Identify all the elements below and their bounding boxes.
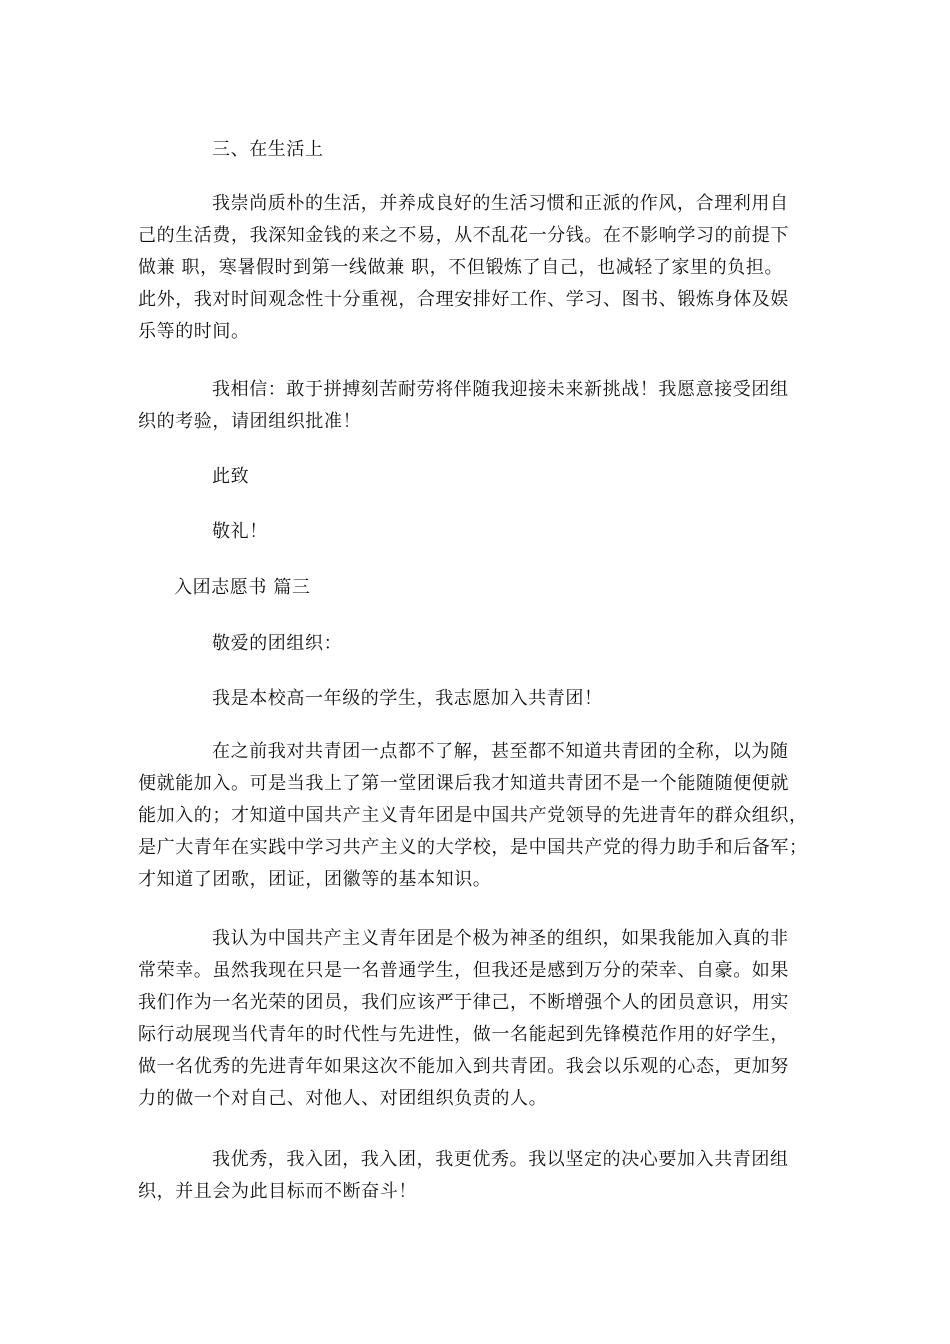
salutation: 敬爱的团组织： (212, 633, 343, 654)
paragraph-understanding: 在之前我对共青团一点都不了解，甚至都不知道共青团的全称，以为随 便就能加入。可是当我上了第一堂团课后我才知道共青团不是一个能随随便便就 能加入的；才知道中国共产主义青年团是中国共产党领导的先进青年的群众组织， 是广大青年在实践中学习共产主义的大学校，是中国共产党的得力助手和后备军； 才知道了团歌，团证，团徽等的基本知识。 (138, 741, 808, 890)
closing-line-2: 敬礼！ (212, 521, 268, 542)
article-title: 入团志愿书 篇三 (174, 577, 311, 598)
paragraph-intro: 我是本校高一年级的学生，我志愿加入共青团！ (212, 688, 603, 709)
paragraph-life: 我崇尚质朴的生活，并养成良好的生活习惯和正派的作风，合理利用自 己的生活费，我深知金钱的来之不易，从不乱花一分钱。在不影响学习的前提下 做兼 职，寒暑假时到第一线做兼 职，不但锻炼了自己，也减轻了家里的负担。 此外，我对时间观念性十分重视，合理安排好工作、学习、图书、锻炼身体及娱 乐等的时间。 (138, 193, 789, 342)
closing-line-1: 此致 (212, 466, 250, 487)
paragraph-belief: 我相信：敢于拼搏刻苦耐劳将伴随我迎接未来新挑战！我愿意接受团组 织的考验，请团组织批准！ (138, 379, 789, 432)
paragraph-opinion: 我认为中国共产主义青年团是个极为神圣的组织，如果我能加入真的非 常荣幸。虽然我现在只是一名普通学生，但我还是感到万分的荣幸、自豪。如果 我们作为一名光荣的团员，我们应该严于律己，不断增强个人的团员意识，用实 际行动展现当代青年的时代性与先进性，做一名能起到先锋模范作用的好学生， 做一名优秀的先进青年如果这次不能加入到共青团。我会以乐观的心态，更加努 力的做一个对自己、对他人、对团组织负责的人。 (138, 928, 789, 1109)
paragraph-resolve: 我优秀，我入团，我入团，我更优秀。我以坚定的决心要加入共青团组 织，并且会为此目标而不断奋斗！ (138, 1149, 789, 1202)
section-heading: 三、在生活上 (212, 139, 324, 160)
